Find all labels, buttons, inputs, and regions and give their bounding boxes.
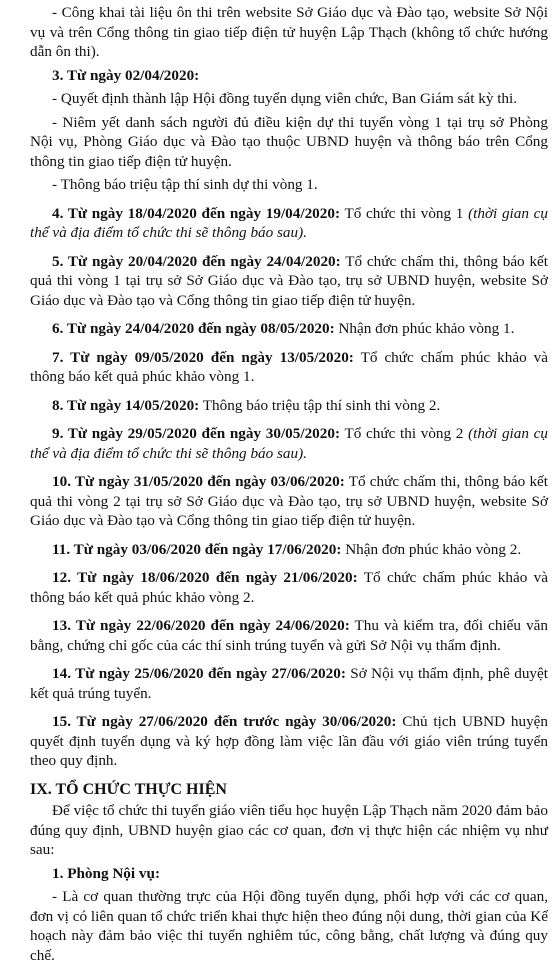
schedule-item-date: 10. Từ ngày 31/05/2020 đến ngày 03/06/2020:	[52, 473, 345, 490]
schedule-item-date: 11. Từ ngày 03/06/2020 đến ngày 17/06/2020:	[52, 540, 342, 558]
item-3-bullet-1: - Quyết định thành lập Hội đồng tuyển dụng viên chức, Ban Giám sát kỳ thi.	[52, 90, 518, 107]
schedule-item	[30, 319, 548, 339]
schedule-item	[30, 348, 548, 387]
schedule-item	[30, 472, 548, 531]
schedule-item-text: Thông báo triệu tập thí sinh thi vòng 2.	[199, 396, 441, 414]
schedule-item	[30, 712, 548, 771]
schedule-item	[30, 204, 548, 243]
schedule-item-date: 5. Từ ngày 20/04/2020 đến ngày 24/04/2020:	[52, 252, 341, 270]
subsection-heading: 1. Phòng Nội vụ:	[52, 864, 161, 882]
schedule-item-date: 6. Từ ngày 24/04/2020 đến ngày 08/05/2020:	[52, 320, 335, 337]
schedule-item-text: Sở Nội vụ thẩm định, phê duyệt kết quả trúng tuyển.	[30, 665, 548, 702]
schedule-item-date: 7. Từ ngày 09/05/2020 đến ngày 13/05/2020:	[52, 348, 354, 366]
schedule-item-text: Thu và kiểm tra, đối chiếu văn bằng, chứng chỉ gốc của các thí sinh trúng tuyển và gửi Sở Nội vụ thẩm định.	[30, 617, 548, 654]
schedule-item-text: Tổ chức thi vòng 2	[340, 425, 469, 442]
schedule-item	[30, 424, 548, 463]
schedule-item-text: Nhận đơn phúc khảo vòng 1.	[334, 320, 515, 337]
schedule-item-text: Tổ chức chấm thi, thông báo kết quả thi vòng 2 tại trụ sở Sở Giáo dục và Đào tạo, trụ sở UBND huyện, website Sở Giáo dục và Đào tạo và Cổng thông tin giao tiếp điện tử huyện.	[30, 473, 548, 529]
subsection-text: - Là cơ quan thường trực của Hội đồng tuyển dụng, phối hợp với các cơ quan, đơn vị có liên quan tổ chức triển khai thực hiện theo đúng nội dung, thời gian của Kế hoạch này đảm bảo việc thi tuyển nghiêm túc, công bằng, chất lượng và đúng quy chế.	[30, 888, 548, 964]
intro-bullet: - Công khai tài liệu ôn thi trên website Sở Giáo dục và Đào tạo, website Sở Nội vụ và trên Cổng thông tin giao tiếp điện tử huyện Lập Thạch (không tổ chức hướng dẫn ôn thi).	[30, 4, 548, 60]
schedule-item	[30, 664, 548, 703]
schedule-item-text: Tổ chức chấm phúc khảo và thông báo kết quả phúc khảo vòng 2.	[30, 569, 548, 606]
schedule-item	[30, 568, 548, 607]
schedule-list	[30, 204, 548, 771]
schedule-item-date: 8. Từ ngày 14/05/2020:	[52, 396, 200, 414]
schedule-item-date: 9. Từ ngày 29/05/2020 đến ngày 30/05/2020:	[52, 425, 341, 442]
schedule-item	[30, 252, 548, 311]
section-heading: IX. TỔ CHỨC THỰC HIỆN	[30, 780, 227, 798]
schedule-item-note: (thời gian cụ thể và địa điểm tổ chức thi sẽ thông báo sau).	[30, 204, 548, 241]
schedule-item-date: 12. Từ ngày 18/06/2020 đến ngày 21/06/2020:	[52, 569, 358, 586]
schedule-item	[30, 540, 548, 560]
schedule-item	[30, 616, 548, 655]
schedule-item-date: 15. Từ ngày 27/06/2020 đến trước ngày 30/06/2020:	[52, 713, 397, 730]
schedule-item-date: 13. Từ ngày 22/06/2020 đến ngày 24/06/2020:	[52, 617, 350, 634]
item-3-heading: 3. Từ ngày 02/04/2020:	[52, 66, 200, 84]
schedule-item	[30, 396, 548, 416]
schedule-item-note: (thời gian cụ thể và địa điểm tổ chức thi sẽ thông báo sau).	[30, 425, 548, 462]
schedule-item-date: 14. Từ ngày 25/06/2020 đến ngày 27/06/2020:	[52, 665, 346, 682]
schedule-item-text: Nhận đơn phúc khảo vòng 2.	[341, 540, 522, 558]
item-3-bullet-2: - Niêm yết danh sách người đủ điều kiện dự thi tuyển vòng 1 tại trụ sở Phòng Nội vụ, Phòng Giáo dục và Đào tạo thuộc UBND huyện và thông báo trên Cổng thông tin giao tiếp điện tử huyện.	[30, 113, 548, 170]
schedule-item-date: 4. Từ ngày 18/04/2020 đến ngày 19/04/2020:	[52, 204, 341, 222]
schedule-item-text: Chủ tịch UBND huyện quyết định tuyển dụng và ký hợp đồng làm việc lần đầu với giáo viên trúng tuyển theo quy định.	[30, 713, 548, 769]
schedule-item-text: Tổ chức chấm thi, thông báo kết quả thi vòng 1 tại trụ sở Sở Giáo dục và Đào tạo, trụ sở UBND huyện, website Sở Giáo dục và Đào tạo và Cổng thông tin giao tiếp điện tử huyện.	[30, 252, 549, 309]
schedule-item-text: Tổ chức chấm phúc khảo và thông báo kết quả phúc khảo vòng 1.	[30, 348, 548, 385]
section-intro: Để việc tổ chức thi tuyển giáo viên tiểu học huyện Lập Thạch năm 2020 đảm bảo đúng quy định, UBND huyện giao các cơ quan, đơn vị thực hiện các nhiệm vụ như sau:	[30, 802, 548, 858]
schedule-item-text: Tổ chức thi vòng 1	[340, 204, 469, 222]
item-3-bullet-3: - Thông báo triệu tập thí sinh dự thi vòng 1.	[52, 176, 318, 193]
